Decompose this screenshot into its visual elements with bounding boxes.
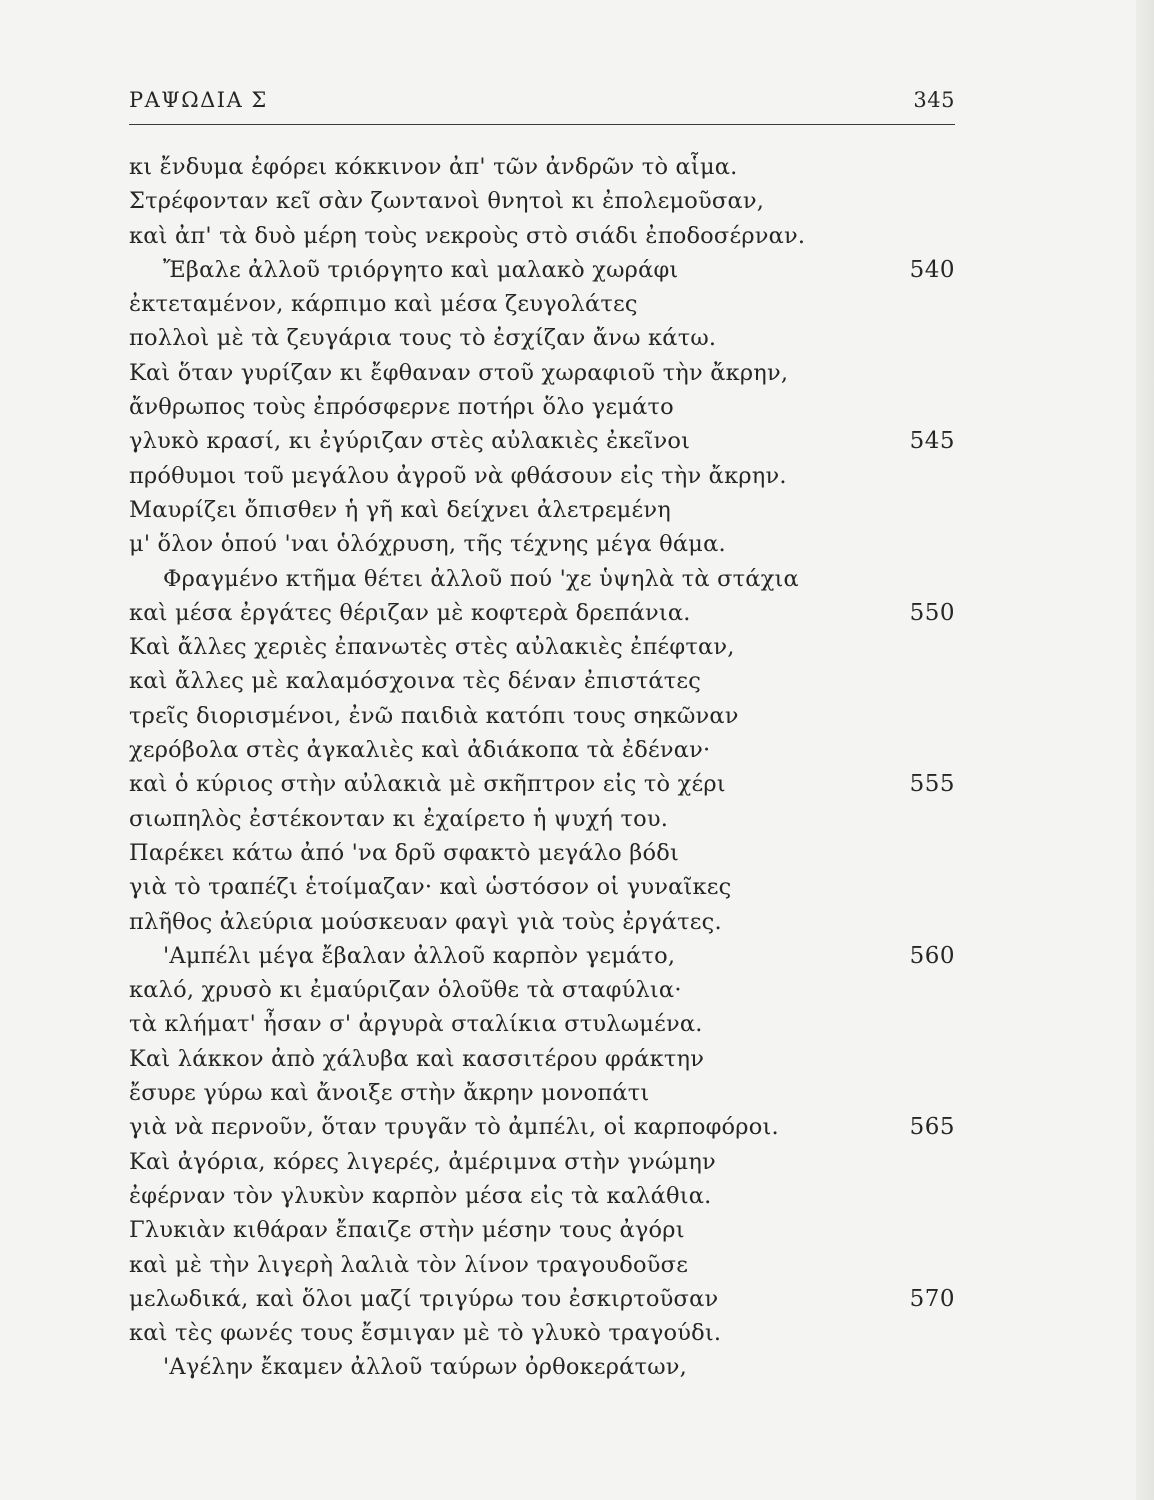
verse-line (129, 1179, 959, 1213)
verse-line-text: Μαυρίζει ὄπισθεν ἡ γῆ καὶ δείχνει ἀλετρεμένη (129, 496, 671, 523)
line-number: 550 (909, 599, 955, 626)
verse-line-text: ἐφέρναν τὸν γλυκὺν καρπὸν μέσα εἰς τὰ καλάθια. (129, 1182, 712, 1209)
verse-line (129, 253, 959, 287)
verse-line (129, 973, 959, 1007)
verse-line (129, 870, 959, 904)
verse-line-text: Καὶ ἀγόρια, κόρες λιγερές, ἀμέριμνα στὴν γνώμην (129, 1148, 716, 1175)
verse-line-text: τρεῖς διορισμένοι, ἐνῶ παιδιὰ κατόπι τους σηκῶναν (129, 702, 739, 729)
verse-line-text: Καὶ λάκκον ἀπὸ χάλυβα καὶ κασσιτέρου φράκτην (129, 1045, 705, 1072)
verse-line-text: ἄνθρωπος τοὺς ἐπρόσφερνε ποτήρι ὅλο γεμάτο (129, 394, 674, 421)
verse-line-text: κι ἔνδυμα ἐφόρει κόκκινον ἀπ' τῶν ἀνδρῶν τὸ αἷμα. (129, 154, 738, 180)
verse-line-text: τὰ κλήματ' ἦσαν σ' ἀργυρὰ σταλίκια στυλωμένα. (129, 1011, 703, 1038)
verse-line (129, 562, 959, 596)
verse-line (129, 1316, 959, 1350)
verse-line-text: πλῆθος ἀλεύρια μούσκευαν φαγὶ γιὰ τοὺς ἐργάτες. (129, 908, 722, 935)
verse-line-text: μελωδικά, καὶ ὅλοι μαζί τριγύρω του ἐσκιρτοῦσαν (129, 1285, 719, 1312)
verse-line (129, 493, 959, 527)
verse-line (129, 356, 959, 390)
verse-line-text: ἐκτεταμένον, κάρπιμο καὶ μέσα ζευγολάτες (129, 291, 638, 318)
verse-line (129, 630, 959, 664)
verse-line-text: καὶ μὲ τὴν λιγερὴ λαλιὰ τὸν λίνον τραγουδοῦσε (129, 1251, 689, 1278)
verse-line-text: πρόθυμοι τοῦ μεγάλου ἀγροῦ νὰ φθάσουν εἰς τὴν ἄκρην. (129, 462, 787, 489)
verse-line (129, 1248, 959, 1282)
page-header (129, 84, 955, 124)
verse-line-text: Ἔβαλε ἀλλοῦ τριόργητο καὶ μαλακὸ χωράφι (163, 256, 679, 283)
verse-line-text: πολλοὶ μὲ τὰ ζευγάρια τους τὸ ἐσχίζαν ἄνω κάτω. (129, 325, 717, 352)
verse-line (129, 939, 959, 973)
line-number: 555 (909, 771, 955, 798)
verse-line-text: καὶ τὲς φωνές τους ἔσμιγαν μὲ τὸ γλυκὸ τραγούδι. (129, 1320, 722, 1347)
verse-line (129, 424, 959, 458)
line-number: 565 (909, 1114, 955, 1141)
verse-line-text: Φραγμένο κτῆμα θέτει ἀλλοῦ πού 'χε ὑψηλὰ τὰ στάχια (163, 565, 799, 592)
verse-line (129, 1007, 959, 1041)
verse-line (129, 699, 959, 733)
verse-line-text: 'Αγέλην ἔκαμεν ἀλλοῦ ταύρων ὀρθοκεράτων, (163, 1354, 687, 1381)
verse-line-text: σιωπηλὸς ἐστέκονταν κι ἐχαίρετο ἡ ψυχή του. (129, 805, 669, 832)
verse-line-text: καλό, χρυσὸ κι ἐμαύριζαν ὁλοῦθε τὰ σταφύλια· (129, 977, 682, 1004)
verse-line (129, 321, 959, 355)
verse-line (129, 1282, 959, 1316)
verse-line (129, 459, 959, 493)
verse-line-text: χερόβολα στὲς ἀγκαλιὲς καὶ ἀδιάκοπα τὰ ἐδέναν· (129, 737, 711, 764)
verse-line-text: ἔσυρε γύρω καὶ ἄνοιξε στὴν ἄκρην μονοπάτι (129, 1080, 650, 1107)
verse-line-text: καὶ ἄλλες μὲ καλαμόσχοινα τὲς δέναν ἐπιστάτες (129, 668, 702, 695)
verse-line (129, 287, 959, 321)
verse-line-text: γλυκὸ κρασί, κι ἐγύριζαν στὲς αὐλακιὲς ἐκεῖνοι (129, 428, 691, 455)
verse-line (129, 527, 959, 561)
verse-line-text: Στρέφονταν κεῖ σὰν ζωντανοὶ θνητοὶ κι ἐπολεμοῦσαν, (129, 188, 765, 215)
line-number: 545 (909, 428, 955, 455)
verse-line (129, 1110, 959, 1144)
verse-line (129, 905, 959, 939)
verse-line (129, 596, 959, 630)
verse-line (129, 802, 959, 836)
verse-line (129, 664, 959, 698)
verse-line (129, 1042, 959, 1076)
verse-line-text: 'Αμπέλι μέγα ἔβαλαν ἀλλοῦ καρπὸν γεμάτο, (163, 942, 676, 969)
verse-line (129, 1350, 959, 1384)
verse-line (129, 150, 959, 184)
verse-line-text: γιὰ νὰ περνοῦν, ὅταν τρυγᾶν τὸ ἀμπέλι, οἱ καρποφόροι. (129, 1114, 779, 1141)
verse-line-text: γιὰ τὸ τραπέζι ἑτοίμαζαν· καὶ ὡστόσον οἱ γυναῖκες (129, 874, 732, 901)
verse-line (129, 767, 959, 801)
verse-line (129, 836, 959, 870)
line-number: 540 (909, 256, 955, 283)
verse-line-text: μ' ὅλον ὁπού 'ναι ὁλόχρυση, τῆς τέχνης μέγα θάμα. (129, 531, 726, 558)
line-number: 560 (909, 942, 955, 969)
verse-line (129, 219, 959, 253)
verse-line-text: καὶ ὁ κύριος στὴν αὐλακιὰ μὲ σκῆπτρον εἰς τὸ χέρι (129, 771, 726, 798)
line-number: 570 (909, 1285, 955, 1312)
verse-line-text: καὶ μέσα ἐργάτες θέριζαν μὲ κοφτερὰ δρεπάνια. (129, 599, 691, 626)
page-edge-shadow (1136, 0, 1154, 1500)
verse-text (129, 150, 959, 1385)
verse-line-text: Παρέκει κάτω ἀπό 'να δρῦ σφακτὸ μεγάλο βόδι (129, 839, 680, 866)
running-title: ΡΑΨΩΔΙΑ Σ (129, 88, 268, 112)
verse-line (129, 733, 959, 767)
verse-line-text: Γλυκιὰν κιθάραν ἔπαιζε στὴν μέσην τους ἀγόρι (129, 1217, 685, 1244)
verse-line-text: Καὶ ἄλλες χεριὲς ἐπανωτὲς στὲς αὐλακιὲς ἐπέφταν, (129, 634, 735, 661)
verse-line-text: καὶ ἀπ' τὰ δυὸ μέρη τοὺς νεκροὺς στὸ σιάδι ἐποδοσέρναν. (129, 222, 806, 249)
verse-line (129, 1145, 959, 1179)
verse-line (129, 1076, 959, 1110)
page-number: 345 (913, 88, 955, 112)
verse-line (129, 390, 959, 424)
verse-line (129, 1213, 959, 1247)
header-rule (129, 124, 955, 125)
verse-line (129, 184, 959, 218)
verse-line-text: Καὶ ὅταν γυρίζαν κι ἔφθαναν στοῦ χωραφιοῦ τὴν ἄκρην, (129, 359, 789, 386)
